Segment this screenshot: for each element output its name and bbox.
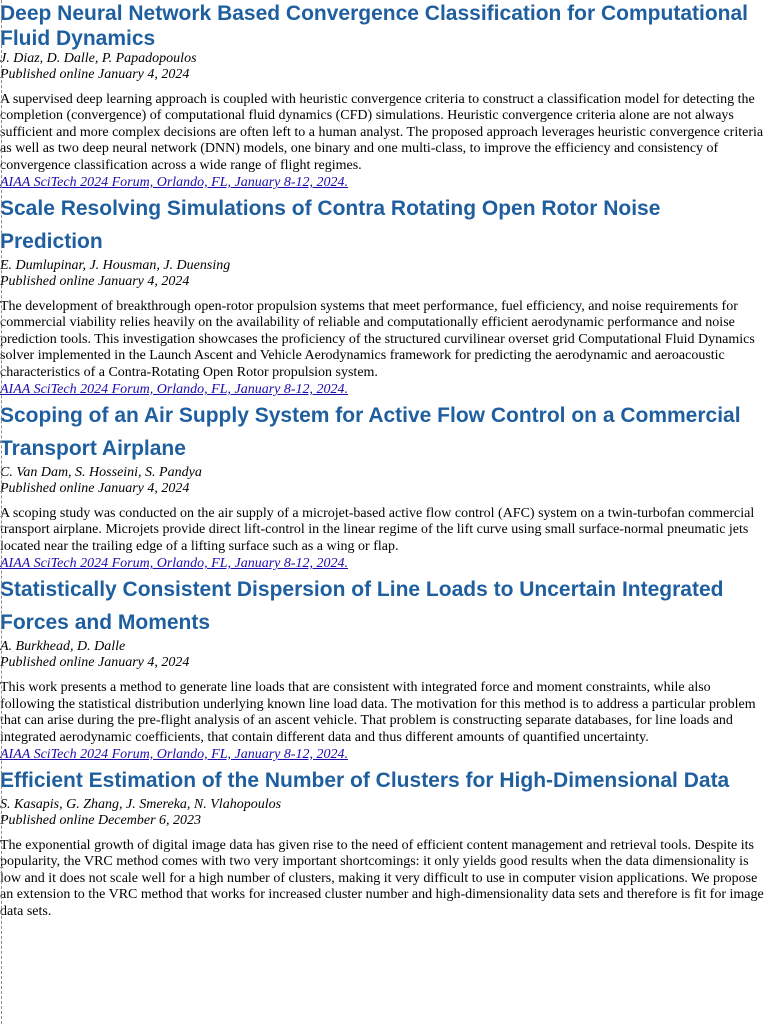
publication-entry <box>0 764 768 920</box>
publication-abstract: The development of breakthrough open-rotor propulsion systems that meet performance, fuel efficiency, and noise requirements for commercial viability relies heavily on the availability of reliable and computationally efficient aerodynamic performance and noise prediction tools. This investigation showcases the proficiency of the structured curvilinear overset grid Computational Fluid Dynamics solver implemented in the Launch Ascent and Vehicle Aerodynamics framework for predicting the aerodynamic and aeroacoustic characteristics of a Contra-Rotating Open Rotor propulsion system. <box>0 299 755 380</box>
publication-venue-link[interactable]: AIAA SciTech 2024 Forum, Orlando, FL, January 8-12, 2024. <box>0 556 349 572</box>
publication-title[interactable]: Efficient Estimation of the Number of Clusters for High-Dimensional Data <box>0 768 730 792</box>
publication-date: Published online January 4, 2024 <box>0 655 190 671</box>
publication-venue-link[interactable]: AIAA SciTech 2024 Forum, Orlando, FL, January 8-12, 2024. <box>0 382 349 398</box>
publication-date: Published online January 4, 2024 <box>0 481 190 497</box>
publication-venue-link[interactable]: AIAA SciTech 2024 Forum, Orlando, FL, January 8-12, 2024. <box>0 746 349 762</box>
publication-abstract: The exponential growth of digital image data has given rise to the need of efficient content management and retrieval tools. Despite its popularity, the VRC method comes with two very important shortcomings: it only yields good results when the data dimensionality is low and it does not scale well for a high number of clusters, making it very difficult to use in computer vision applications. We propose an extension to the VRC method that works for increased cluster number and high-dimensionality data sets and therefore is fit for image data sets. <box>0 837 764 919</box>
publication-authors: C. Van Dam, S. Hosseini, S. Pandya <box>0 465 202 481</box>
publication-authors: S. Kasapis, G. Zhang, J. Smereka, N. Vlahopoulos <box>0 796 282 812</box>
publication-title[interactable]: Scale Resolving Simulations of Contra Rotating Open Rotor Noise Prediction <box>0 197 661 254</box>
publication-date: Published online January 4, 2024 <box>0 274 190 290</box>
publication-entry <box>0 0 768 191</box>
publication-entry <box>0 573 768 763</box>
publication-date: Published online January 4, 2024 <box>0 67 190 82</box>
publication-abstract: A supervised deep learning approach is coupled with heuristic convergence criteria to construct a classification model for detecting the completion (convergence) of computational fluid dynamics (CFD) simulations. Heuristic convergence criteria alone are not always sufficient and more complex decisions are often left to a human analyst. The proposed approach leverages heuristic convergence criteria as well as two deep neural network (DNN) models, one binary and one multi-class, to improve the efficiency and consistency of convergence classification across a wide range of flight regimes. <box>0 92 764 173</box>
publication-title[interactable]: Statistically Consistent Dispersion of Line Loads to Uncertain Integrated Forces and Moments <box>0 578 724 635</box>
publication-entry <box>0 399 768 572</box>
publication-abstract: This work presents a method to generate line loads that are consistent with integrated force and moment constraints, while also following the statistical distribution underlying known line load data. The motivation for this method is to address a particular problem that can arise during the pre-flight analysis of an ascent vehicle. That problem is constructing separate databases, for line loads and integrated aerodynamic coefficients, that contain different data and thus different amounts of quantified uncertainty. <box>0 680 756 745</box>
publication-entry <box>0 192 768 398</box>
publication-title[interactable]: Scoping of an Air Supply System for Active Flow Control on a Commercial Transport Airplane <box>0 404 741 461</box>
publication-title[interactable]: Deep Neural Network Based Convergence Classification for Computational Fluid Dynamics <box>0 2 749 50</box>
publication-venue-link[interactable]: AIAA SciTech 2024 Forum, Orlando, FL, January 8-12, 2024. <box>0 175 349 191</box>
publication-authors: J. Diaz, D. Dalle, P. Papadopoulos <box>0 51 197 66</box>
publication-abstract: A scoping study was conducted on the air supply of a microjet-based active flow control (AFC) system on a twin-turbofan commercial transport airplane. Microjets provide direct lift-control in the linear regime of the lift curve using small surface-normal pneumatic jets located near the trailing edge of a lifting surface such as a wing or flap. <box>0 506 755 554</box>
publication-authors: E. Dumlupinar, J. Housman, J. Duensing <box>0 258 231 274</box>
publication-authors: A. Burkhead, D. Dalle <box>0 639 126 655</box>
publication-date: Published online December 6, 2023 <box>0 812 202 828</box>
page-edge-guide <box>1 0 2 1024</box>
